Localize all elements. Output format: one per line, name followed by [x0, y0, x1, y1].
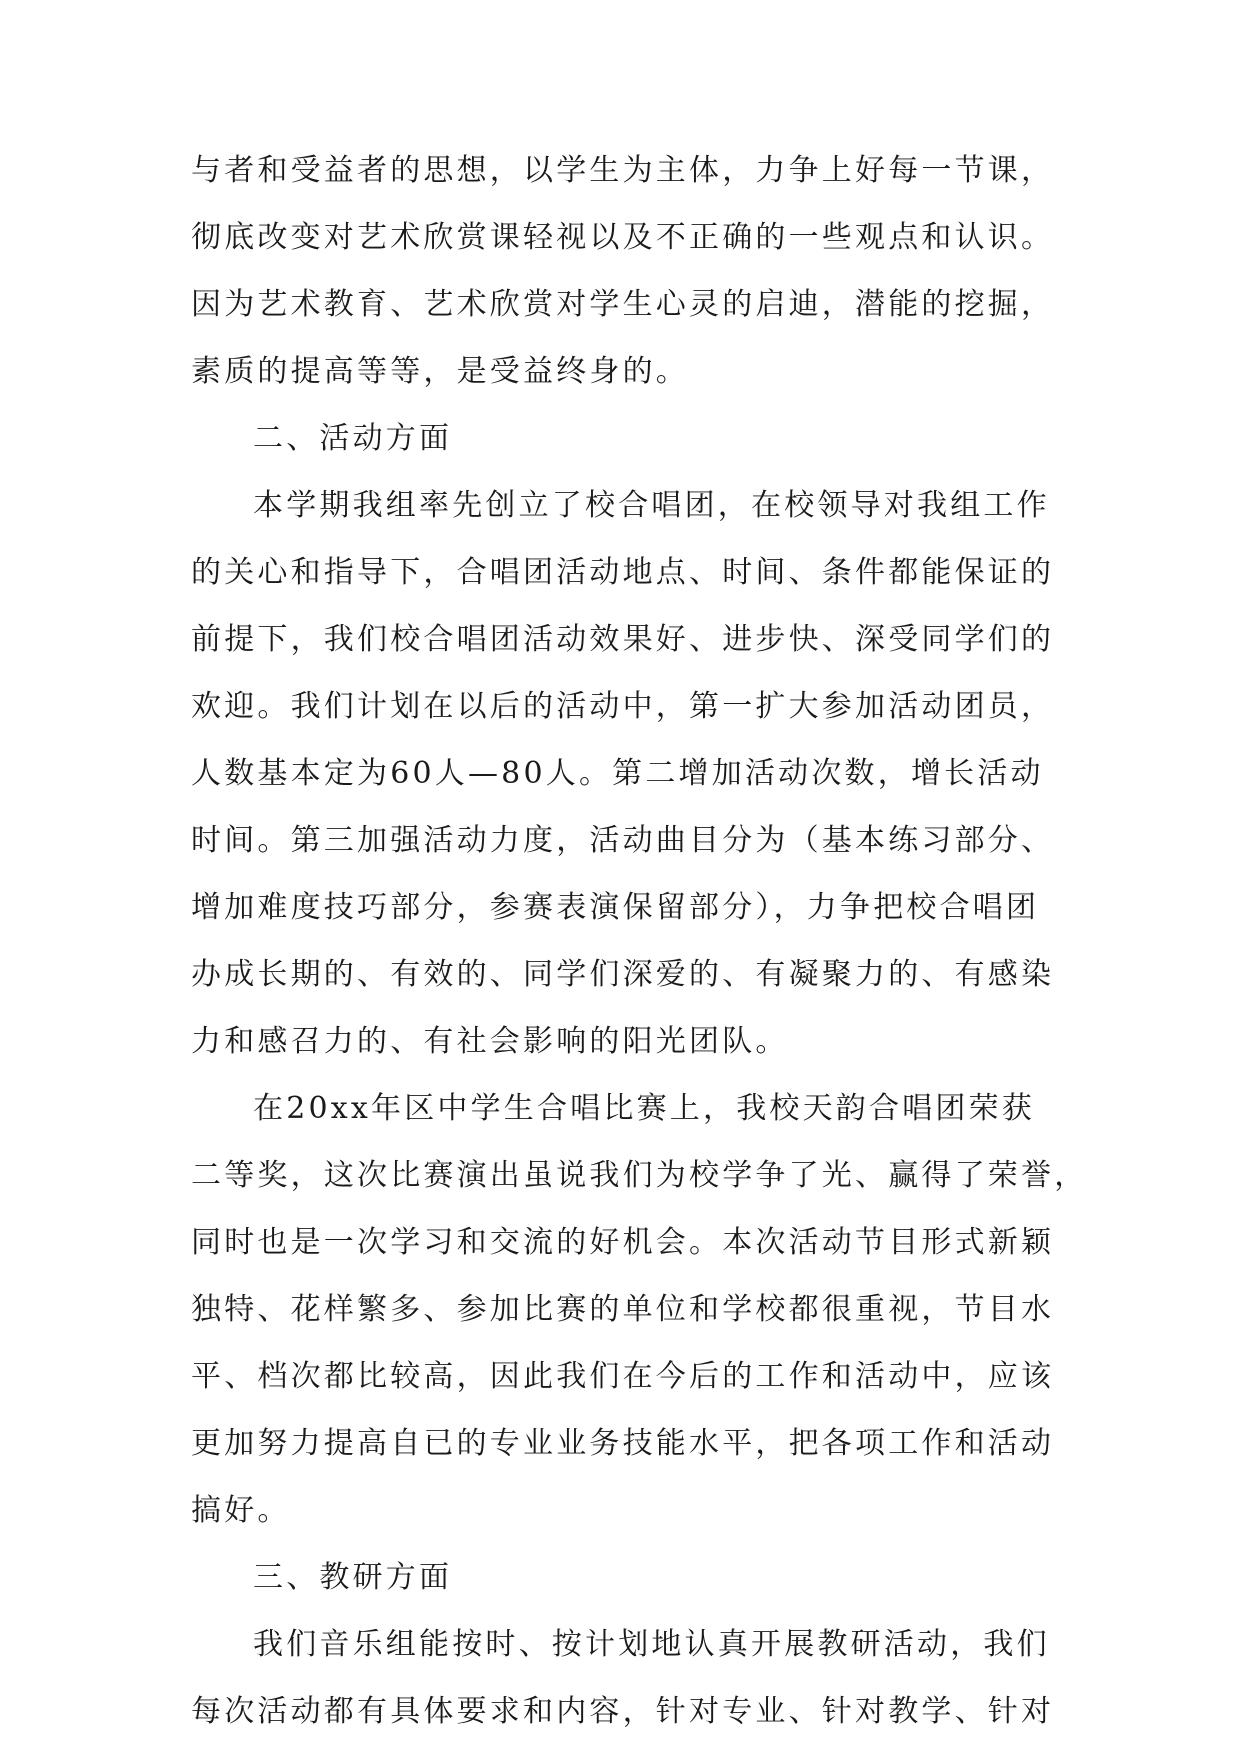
paragraph-line: 更加努力提高自已的专业业务技能水平，把各项工作和活动	[191, 1426, 1055, 1461]
paragraph-line: 在20xx年区中学生合唱比赛上，我校天韵合唱团荣获	[253, 1091, 1036, 1126]
paragraph-line: 我们音乐组能按时、按计划地认真开展教研活动，我们	[253, 1627, 1050, 1662]
paragraph-line: 力和感召力的、有社会影响的阳光团队。	[191, 1024, 789, 1059]
paragraph-line: 彻底改变对艺术欣赏课轻视以及不正确的一些观点和认识。	[191, 220, 1055, 255]
paragraph-line: 同时也是一次学习和交流的好机会。本次活动节目形式新颖	[191, 1225, 1055, 1260]
paragraph-line: 独特、花样繁多、参加比赛的单位和学校都很重视，节目水	[191, 1292, 1055, 1327]
paragraph-line: 平、档次都比较高，因此我们在今后的工作和活动中，应该	[191, 1359, 1055, 1394]
paragraph-line: 欢迎。我们计划在以后的活动中，第一扩大参加活动团员，	[191, 689, 1055, 724]
paragraph-line: 本学期我组率先创立了校合唱团，在校领导对我组工作	[253, 488, 1050, 523]
paragraph-line: 因为艺术教育、艺术欣赏对学生心灵的启迪，潜能的挖掘，	[191, 287, 1055, 322]
paragraph-line: 前提下，我们校合唱团活动效果好、进步快、深受同学们的	[191, 622, 1055, 657]
paragraph-line: 时间。第三加强活动力度，活动曲目分为（基本练习部分、	[191, 823, 1055, 858]
paragraph-line: 的关心和指导下，合唱团活动地点、时间、条件都能保证的	[191, 555, 1055, 590]
paragraph-line: 二等奖，这次比赛演出虽说我们为校学争了光、赢得了荣誉，	[191, 1158, 1088, 1193]
paragraph-line: 增加难度技巧部分，参赛表演保留部分），力争把校合唱团	[191, 890, 1040, 925]
section-heading: 二、活动方面	[253, 421, 453, 456]
paragraph-line: 办成长期的、有效的、同学们深爱的、有凝聚力的、有感染	[191, 957, 1055, 992]
section-heading: 三、教研方面	[253, 1560, 453, 1595]
paragraph-line: 搞好。	[191, 1493, 291, 1528]
paragraph-line: 每次活动都有具体要求和内容，针对专业、针对教学、针对	[191, 1694, 1055, 1729]
paragraph-line: 人数基本定为60人—80人。第二增加活动次数，增长活动	[191, 756, 1044, 791]
paragraph-line: 素质的提高等等，是受益终身的。	[191, 354, 689, 389]
paragraph-line: 与者和受益者的思想，以学生为主体，力争上好每一节课，	[191, 153, 1055, 188]
